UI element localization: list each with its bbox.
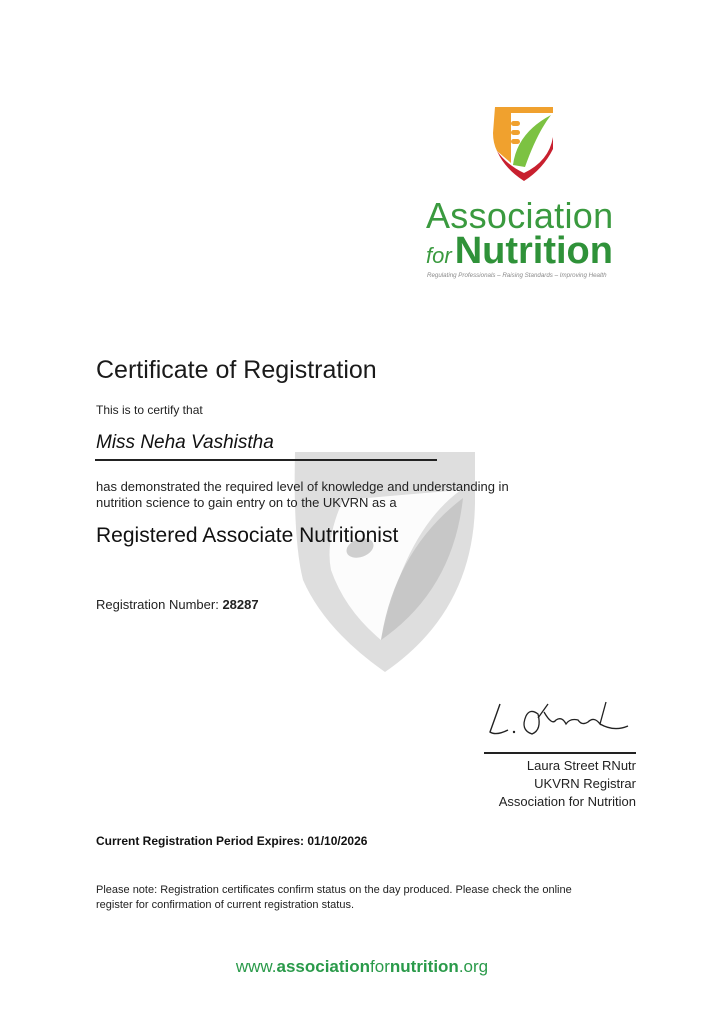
signature-line — [484, 752, 636, 754]
recipient-name: Miss Neha Vashistha — [96, 432, 274, 453]
logo-text-association: Association — [426, 195, 614, 236]
registration-number-value: 28287 — [222, 597, 259, 612]
signatory-organisation: Association for Nutrition — [498, 794, 636, 809]
website-part-nutrition: nutrition — [389, 957, 459, 976]
status-note: Please note: Registration certificates confirm status on the day produced. Please check the online register for confirmation of current registration status. — [96, 884, 572, 911]
logo-text-nutrition: Nutrition — [454, 230, 613, 272]
shield-logo-icon — [491, 103, 557, 185]
certificate-statement: has demonstrated the required level of knowledge and understanding in nutrition science to gain entry on to the UKVRN as a — [96, 479, 509, 510]
logo-tagline: Regulating Professionals – Raising Standards – Improving Health — [427, 272, 607, 279]
signatory-title: UKVRN Registrar — [534, 776, 636, 791]
registration-number — [96, 597, 259, 612]
registration-number-label: Registration Number: — [96, 597, 223, 612]
certify-intro: This is to certify that — [96, 403, 203, 417]
signatory-name: Laura Street RNutr — [526, 758, 636, 773]
certificate-title: Certificate of Registration — [96, 356, 377, 384]
website-part-association: association — [276, 957, 371, 976]
signatory-block — [499, 757, 636, 811]
logo-text-for: for — [426, 243, 452, 268]
signature-image — [482, 696, 632, 746]
recipient-underline — [95, 459, 437, 461]
shield-watermark-icon — [285, 440, 485, 680]
registered-role: Registered Associate Nutritionist — [96, 524, 399, 547]
website-prefix: www. — [235, 957, 277, 976]
website-suffix: .org — [458, 957, 489, 976]
website-part-for: for — [370, 957, 390, 976]
logo-text-for-nutrition — [426, 232, 613, 270]
website-link[interactable] — [0, 957, 724, 977]
expiry-date: Current Registration Period Expires: 01/10/2026 — [96, 834, 368, 848]
